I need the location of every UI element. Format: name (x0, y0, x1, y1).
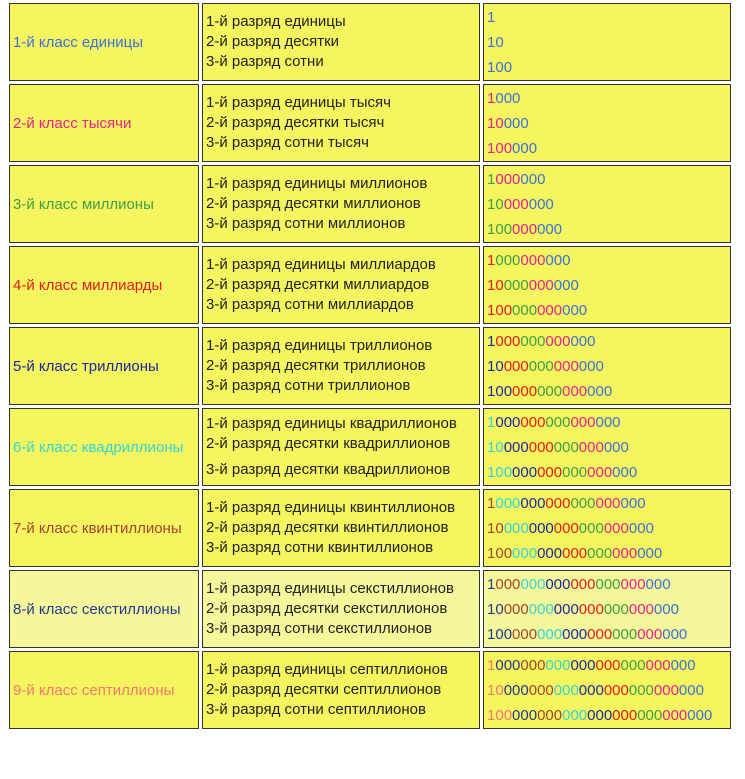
numbers-cell (483, 408, 731, 486)
number-value: 10000000000000000000000 (487, 600, 679, 618)
number-value: 1000000000000000000 (487, 494, 646, 512)
digit-label: 2-й разряд десятки (206, 33, 340, 50)
number-value: 10000000000000000000 (487, 519, 654, 537)
digit-label: 2-й разряд десятки секстиллионов (206, 600, 448, 617)
table-row (9, 246, 731, 324)
number-value: 100000000000000000000000 (487, 625, 688, 643)
table-row (9, 408, 731, 486)
digit-label: 1-й разряд единицы тысяч (206, 94, 391, 111)
class-cell (9, 651, 199, 729)
number-value: 100000000000000000000000000 (487, 706, 713, 724)
digit-label: 1-й разряд единицы квадриллионов (206, 415, 457, 432)
number-value: 10000000 (487, 195, 554, 213)
number-value: 1000000000000000 (487, 413, 621, 431)
digit-label: 2-й разряд десятки квинтиллионов (206, 519, 449, 536)
class-label: 5-й класс триллионы (13, 357, 159, 375)
class-label: 6-й класс квадриллионы (13, 438, 184, 456)
digit-label: 3-й разряд сотни секстиллионов (206, 620, 433, 637)
digit-label: 3-й разряд сотни (206, 53, 324, 70)
class-label: 8-й класс секстиллионы (13, 600, 181, 618)
numbers-cell (483, 165, 731, 243)
class-cell (9, 489, 199, 567)
digits-cell (202, 408, 480, 486)
number-value: 1000000 (487, 170, 546, 188)
number-value: 1000000000 (487, 251, 571, 269)
numbers-cell (483, 246, 731, 324)
class-label: 3-й класс миллионы (13, 195, 154, 213)
number-value: 10000000000000 (487, 357, 604, 375)
class-cell (9, 165, 199, 243)
digit-label: 2-й разряд десятки миллионов (206, 195, 421, 212)
number-value: 100000 (487, 139, 538, 157)
digits-cell (202, 84, 480, 162)
table-body (9, 3, 731, 729)
digit-label: 1-й разряд единицы миллиардов (206, 256, 436, 273)
digit-label: 1-й разряд единицы септиллионов (206, 661, 448, 678)
class-label: 1-й класс единицы (13, 33, 144, 51)
numbers-cell (483, 3, 731, 81)
table-row (9, 570, 731, 648)
digit-label: 1-й разряд единицы (206, 13, 346, 30)
class-label: 7-й класс квинтиллионы (13, 519, 182, 537)
numbers-cell (483, 327, 731, 405)
table-row (9, 327, 731, 405)
digit-label: 3-й разряд сотни миллионов (206, 215, 406, 232)
number-value: 100000000000 (487, 301, 588, 319)
number-value: 100000000000000 (487, 382, 613, 400)
class-cell (9, 570, 199, 648)
table-row (9, 489, 731, 567)
digit-label: 1-й разряд единицы квинтиллионов (206, 499, 456, 516)
number-value: 10000000000000000000000000 (487, 681, 704, 699)
digit-label: 3-й разряд сотни триллионов (206, 377, 411, 394)
digit-label: 2-й разряд десятки триллионов (206, 357, 426, 374)
class-cell (9, 327, 199, 405)
number-value: 1000000000000000000000 (487, 575, 671, 593)
digits-cell (202, 3, 480, 81)
table-row (9, 165, 731, 243)
digit-label: 2-й разряд десятки септиллионов (206, 681, 442, 698)
digits-cell (202, 246, 480, 324)
number-classes-table (6, 0, 734, 732)
class-cell (9, 246, 199, 324)
table-row (9, 651, 731, 729)
number-value: 10 (487, 33, 504, 51)
table-row (9, 3, 731, 81)
number-value: 100 (487, 58, 513, 76)
digit-label: 3-й разряд сотни септиллионов (206, 701, 426, 718)
number-value: 1000000000000 (487, 332, 596, 350)
digit-label: 3-й разряд сотни квинтиллионов (206, 539, 434, 556)
numbers-cell (483, 489, 731, 567)
digit-label: 1-й разряд единицы миллионов (206, 175, 428, 192)
digits-cell (202, 489, 480, 567)
digit-label: 3-й разряд десятки квадриллионов (206, 461, 451, 478)
class-label: 9-й класс септиллионы (13, 681, 175, 699)
number-value: 100000000 (487, 220, 563, 238)
class-label: 4-й класс миллиарды (13, 276, 163, 294)
numbers-cell (483, 570, 731, 648)
digit-label: 1-й разряд единицы триллионов (206, 337, 433, 354)
number-value: 10000 (487, 114, 529, 132)
number-value: 100000000000000000000 (487, 544, 663, 562)
number-value: 100000000000000000 (487, 463, 638, 481)
number-value: 1 (487, 8, 496, 26)
table-row (9, 84, 731, 162)
digits-cell (202, 651, 480, 729)
number-value: 10000000000 (487, 276, 579, 294)
numbers-cell (483, 651, 731, 729)
class-cell (9, 84, 199, 162)
digit-label: 2-й разряд десятки тысяч (206, 114, 385, 131)
number-value: 10000000000000000 (487, 438, 629, 456)
class-cell (9, 3, 199, 81)
number-value: 1000 (487, 89, 521, 107)
numbers-cell (483, 84, 731, 162)
digits-cell (202, 165, 480, 243)
digit-label: 2-й разряд десятки миллиардов (206, 276, 430, 293)
class-cell (9, 408, 199, 486)
digit-label: 2-й разряд десятки квадриллионов (206, 435, 451, 452)
number-value: 1000000000000000000000000 (487, 656, 696, 674)
digits-cell (202, 327, 480, 405)
digit-label: 1-й разряд единицы секстиллионов (206, 580, 454, 597)
digits-cell (202, 570, 480, 648)
class-label: 2-й класс тысячи (13, 114, 132, 132)
digit-label: 3-й разряд сотни миллиардов (206, 296, 414, 313)
digit-label: 3-й разряд сотни тысяч (206, 134, 369, 151)
